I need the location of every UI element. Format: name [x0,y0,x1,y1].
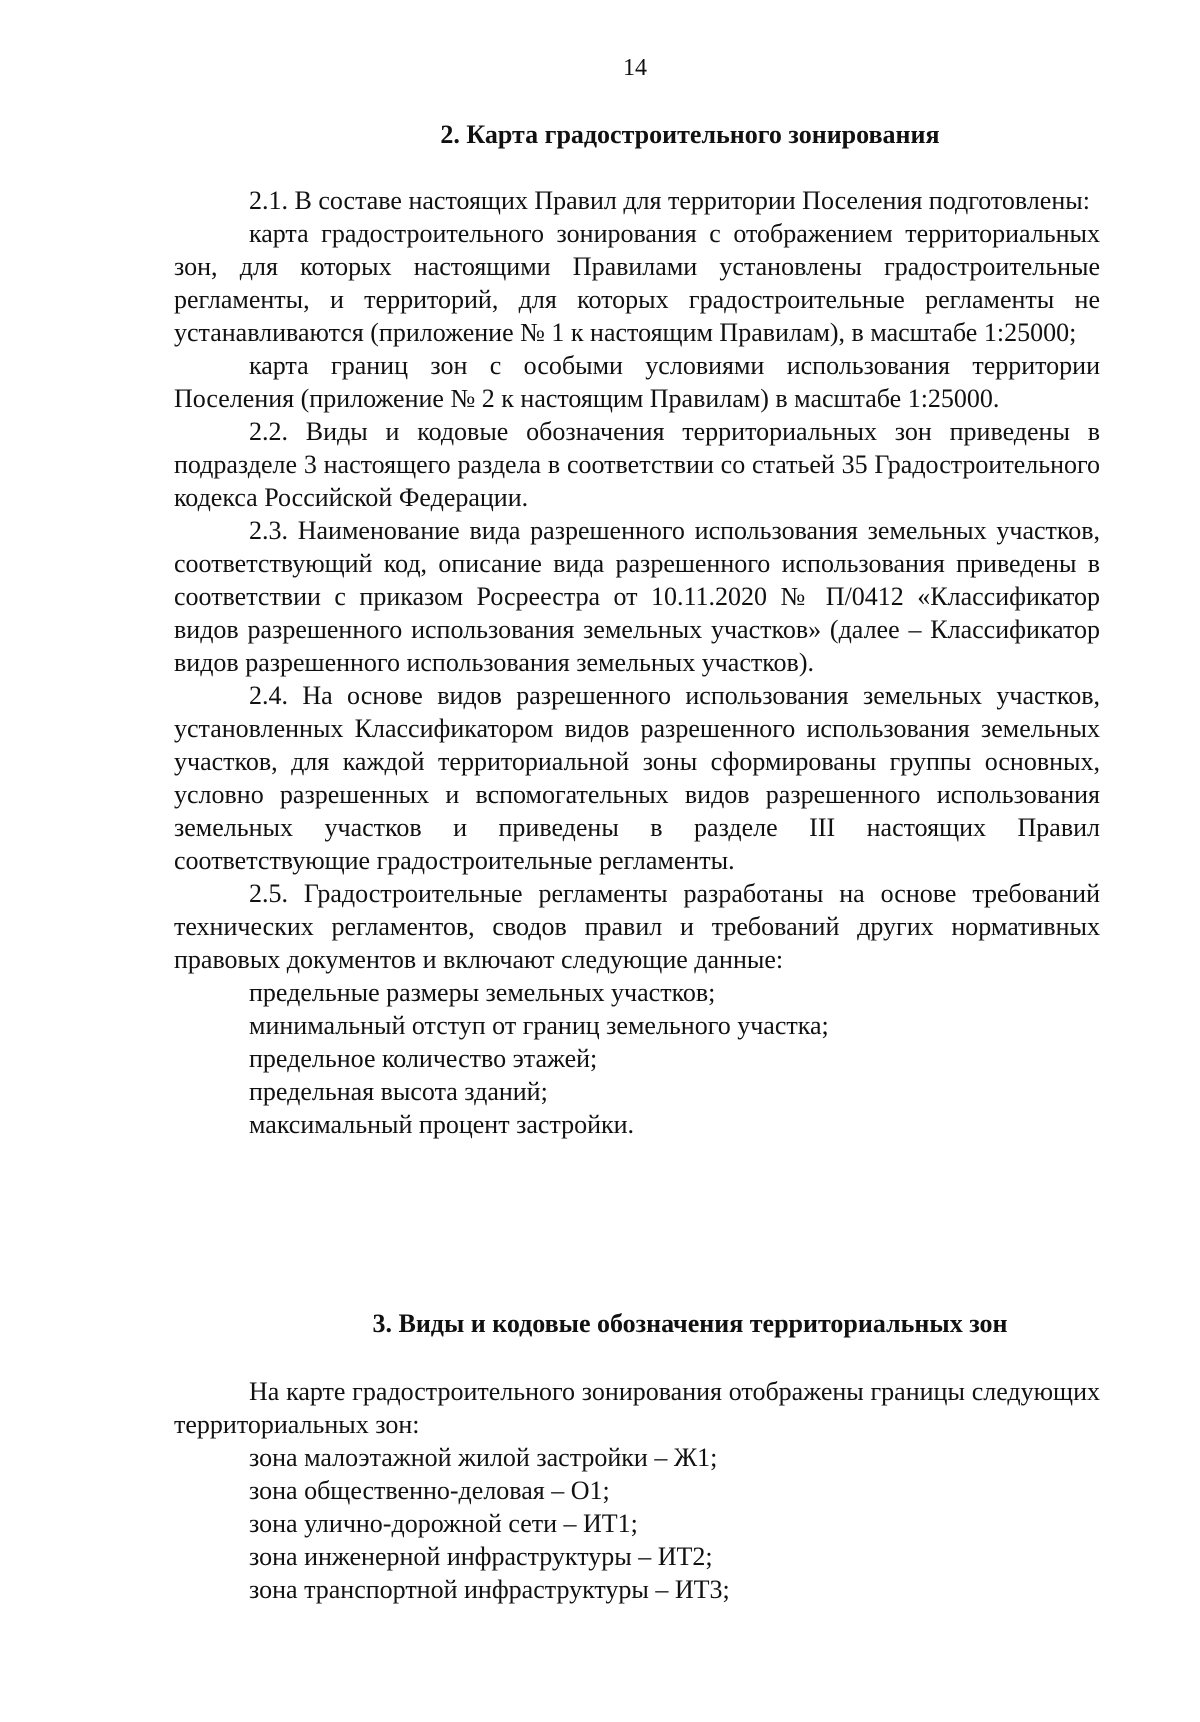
zone-list-item: зона улично-дорожной сети – ИТ1; [249,1509,638,1538]
section-3-intro: На карте градостроительного зонирования отображены границы следующих территориальных зон: [174,1377,1100,1439]
paragraph-2-5: 2.5. Градостроительные регламенты разработаны на основе требований технических регламентов, сводов правил и требований других нормативных правовых документов и включают следующие данные: [174,879,1100,974]
data-list-item: предельные размеры земельных участков; [249,978,716,1007]
zone-list-item: зона общественно-деловая – О1; [249,1476,610,1505]
paragraph-2-1-item-zoning-map: карта градостроительного зонирования с отображением территориальных зон, для которых настоящими Правилами установлены градостроительные регламенты, и территорий, для которых градостроительные регламенты не устанавливаются (приложение № 1 к настоящим Правилам), в масштабе 1:25000; [174,219,1100,347]
paragraph-2-4: 2.4. На основе видов разрешенного использования земельных участков, установленных Классификатором видов разрешенного использования земельных участков, для каждой территориальной зоны сформированы группы основных, условно разрешенных и вспомогательных видов разрешенного использования земельных участков и приведены в разделе III настоящих Правил соответствующие градостроительные регламенты. [174,681,1100,875]
section-2-heading: 2. Карта градостроительного зонирования [440,120,940,149]
page-number: 14 [623,55,647,81]
paragraph-2-2: 2.2. Виды и кодовые обозначения территориальных зон приведены в подразделе 3 настоящего раздела в соответствии со статьей 35 Градостроительного кодекса Российской Федерации. [174,417,1100,512]
data-list-item: предельная высота зданий; [249,1077,548,1106]
zone-list-item: зона малоэтажной жилой застройки – Ж1; [249,1443,718,1472]
data-list-item: предельное количество этажей; [249,1044,598,1073]
paragraph-2-1: 2.1. В составе настоящих Правил для территории Поселения подготовлены: [249,186,1090,215]
section-2-body [174,184,1100,1141]
section-3-heading: 3. Виды и кодовые обозначения территориальных зон [372,1309,1008,1338]
paragraph-2-3: 2.3. Наименование вида разрешенного использования земельных участков, соответствующий код, описание вида разрешенного использования приведены в соответствии с приказом Росреестра от 10.11.2020 № П/0412 «Классификатор видов разрешенного использования земельных участков» (далее – Классификатор видов разрешенного использования земельных участков). [174,516,1100,677]
zone-list-item: зона инженерной инфраструктуры – ИТ2; [249,1542,713,1571]
section-3-body [174,1375,1100,1606]
zone-list-item: зона транспортной инфраструктуры – ИТ3; [249,1575,730,1604]
data-list-item: минимальный отступ от границ земельного участка; [249,1011,829,1040]
paragraph-2-1-item-restriction-map: карта границ зон с особыми условиями использования территории Поселения (приложение № 2 к настоящим Правилам) в масштабе 1:25000. [174,351,1100,413]
data-list-item: максимальный процент застройки. [249,1110,635,1139]
